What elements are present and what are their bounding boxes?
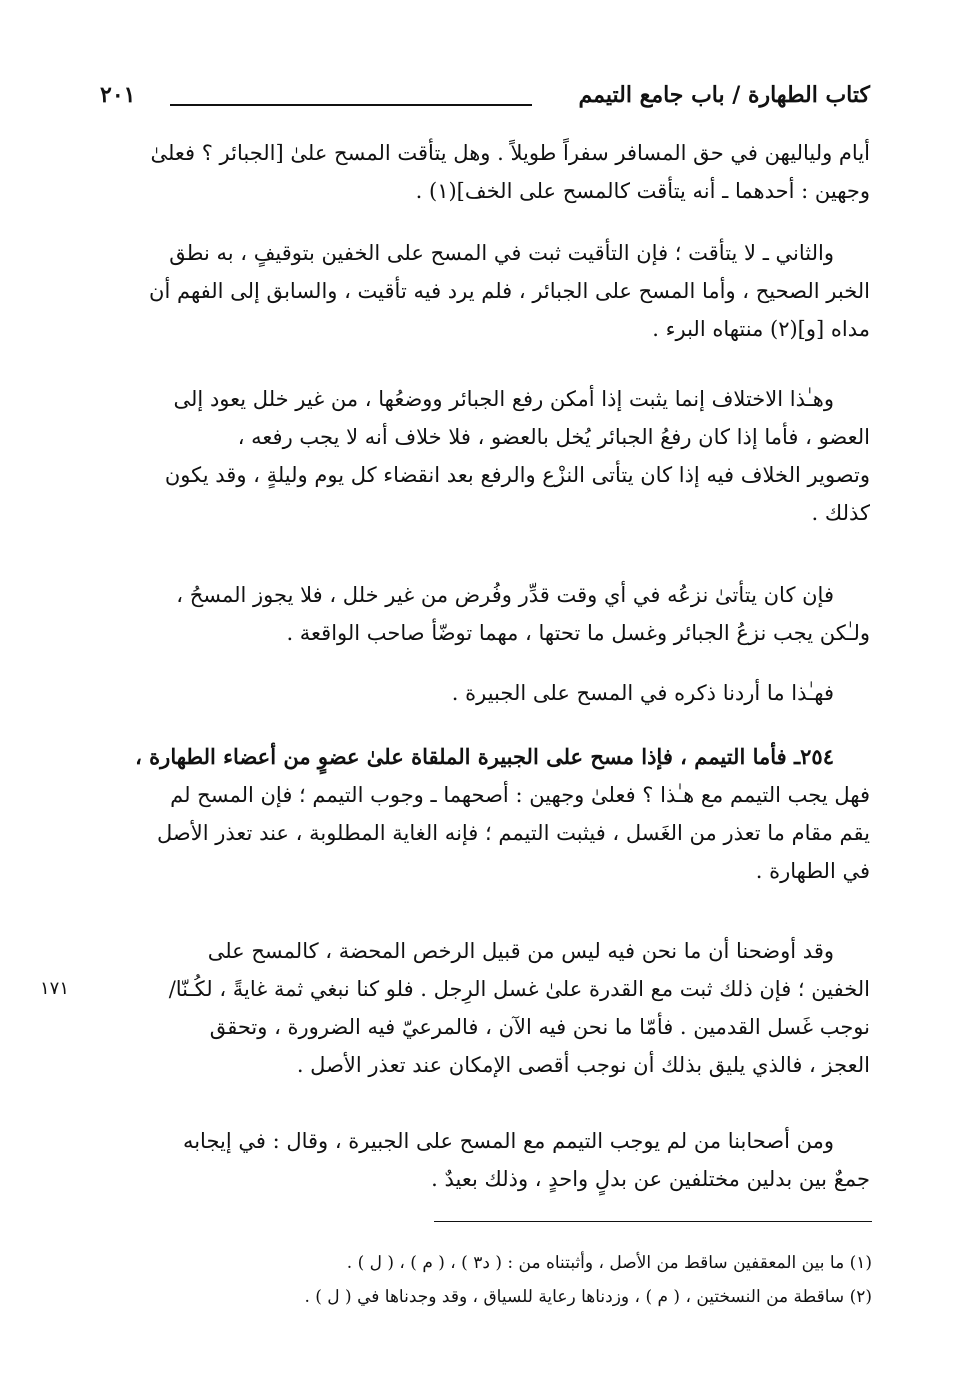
paragraph	[96, 1122, 870, 1198]
page-number: ٢٠١	[100, 82, 136, 108]
paragraph	[96, 576, 870, 652]
text-line: يقم مقام ما تعذر من الغَسل ، فيثبت التيمم ؛ فإنه الغاية المطلوبة ، عند تعذر الأصل	[157, 821, 870, 845]
text-line: الخفين ؛ فإن ذلك ثبت مع القدرة علىٰ غسل الرِجل . فلو كنا نبغي ثمة غايةً ، لكُـنّا/	[168, 977, 870, 1001]
text-line: مداه [و](٢) منتهاه البرء .	[652, 317, 870, 341]
footnote-separator	[434, 1221, 872, 1222]
text-line: جمعٌ بين بدلين مختلفين عن بدلٍ واحدٍ ، وذلك بعيدٌ .	[431, 1167, 870, 1191]
text-line: وهـٰذا الاختلاف إنما يثبت إذا أمكن رفع الجبائر ووضعُها ، من غير خلل يعود إلى	[173, 387, 834, 411]
paragraph	[96, 738, 870, 890]
margin-folio-number: ١٧١	[40, 978, 70, 999]
text-line: في الطهارة .	[755, 859, 870, 883]
text-line: والثاني ـ لا يتأقت ؛ فإن التأقيت ثبت في المسح على الخفين بتوقيفٍ ، به نطق	[169, 241, 834, 265]
text-line: نوجب غَسل القدمين . فأمّا ما نحن فيه الآن ، فالمرعيّ فيه الضرورة ، وتحقق	[209, 1015, 870, 1039]
text-line: أيام ولياليهن في حق المسافر سفراً طويلاً . وهل يتأقت المسح علىٰ [الجبائر ؟ فعلىٰ	[150, 141, 870, 165]
paragraph	[96, 674, 870, 712]
paragraph	[96, 134, 870, 210]
paragraph	[96, 380, 870, 532]
text-line: وقد أوضحنا أن ما نحن فيه ليس من قبيل الرخص المحضة ، كالمسح على	[207, 939, 834, 963]
footnote: (١) ما بين المعقفين ساقط من الأصل ، وأثبتناه من : ( د٣ ) ، ( م ) ، ( ل ) .	[346, 1253, 872, 1273]
running-header	[100, 82, 870, 122]
text-line: فإن كان يتأتىٰ نزعُه في أي وقت قدِّر وفُرض من غير خلل ، فلا يجوز المسحُ ،	[176, 583, 834, 607]
text-line: فهـٰذا ما أردنا ذكره في المسح على الجبيرة .	[451, 681, 834, 705]
header-title: كتاب الطهارة / باب جامع التيمم	[578, 82, 870, 108]
footnote: (٢) ساقطة من النسختين ، ( م ) ، وزدناها رعاية للسياق ، وقد وجدناها في ( ل ) .	[304, 1287, 872, 1307]
text-line: ولـٰكن يجب نزعُ الجبائر وغسل ما تحتها ، مهما توضّأ صاحب الواقعة .	[286, 621, 870, 645]
text-line: العضو ، فأما إذا كان رفعُ الجبائر يُخل بالعضو ، فلا خلاف أنه لا يجب رفعه ،	[237, 425, 870, 449]
text-line: العجز ، فالذي يليق بذلك أن نوجب أقصى الإمكان عند تعذر الأصل .	[296, 1053, 870, 1077]
paragraph	[96, 932, 870, 1084]
text-line: الخبر الصحيح ، وأما المسح على الجبائر ، فلم يرد فيه تأقيت ، والسابق إلى الفهم أن	[149, 279, 870, 303]
text-line: وتصوير الخلاف فيه إذا كان يتأتى النزْع والرفع بعد انقضاء كل يوم وليلةٍ ، وقد يكون	[164, 463, 870, 487]
text-line: وجهين : أحدهما ـ أنه يتأقت كالمسح على الخف](١) .	[415, 179, 870, 203]
text-line: ومن أصحابنا من لم يوجب التيمم مع المسح على الجبيرة ، وقال : في إيجابه	[182, 1129, 834, 1153]
text-line: فهل يجب التيمم مع هـٰذا ؟ فعلىٰ وجهين : أصحهما ـ وجوب التيمم ؛ فإن المسح لم	[170, 783, 870, 807]
text-line: كذلك .	[811, 501, 870, 525]
header-rule	[170, 104, 532, 106]
paragraph	[96, 234, 870, 348]
section-line: ٢٥٤ـ فأما التيمم ، فإذا مسح على الجبيرة الملقاة علىٰ عضوٍ من أعضاء الطهارة ،	[135, 744, 834, 769]
